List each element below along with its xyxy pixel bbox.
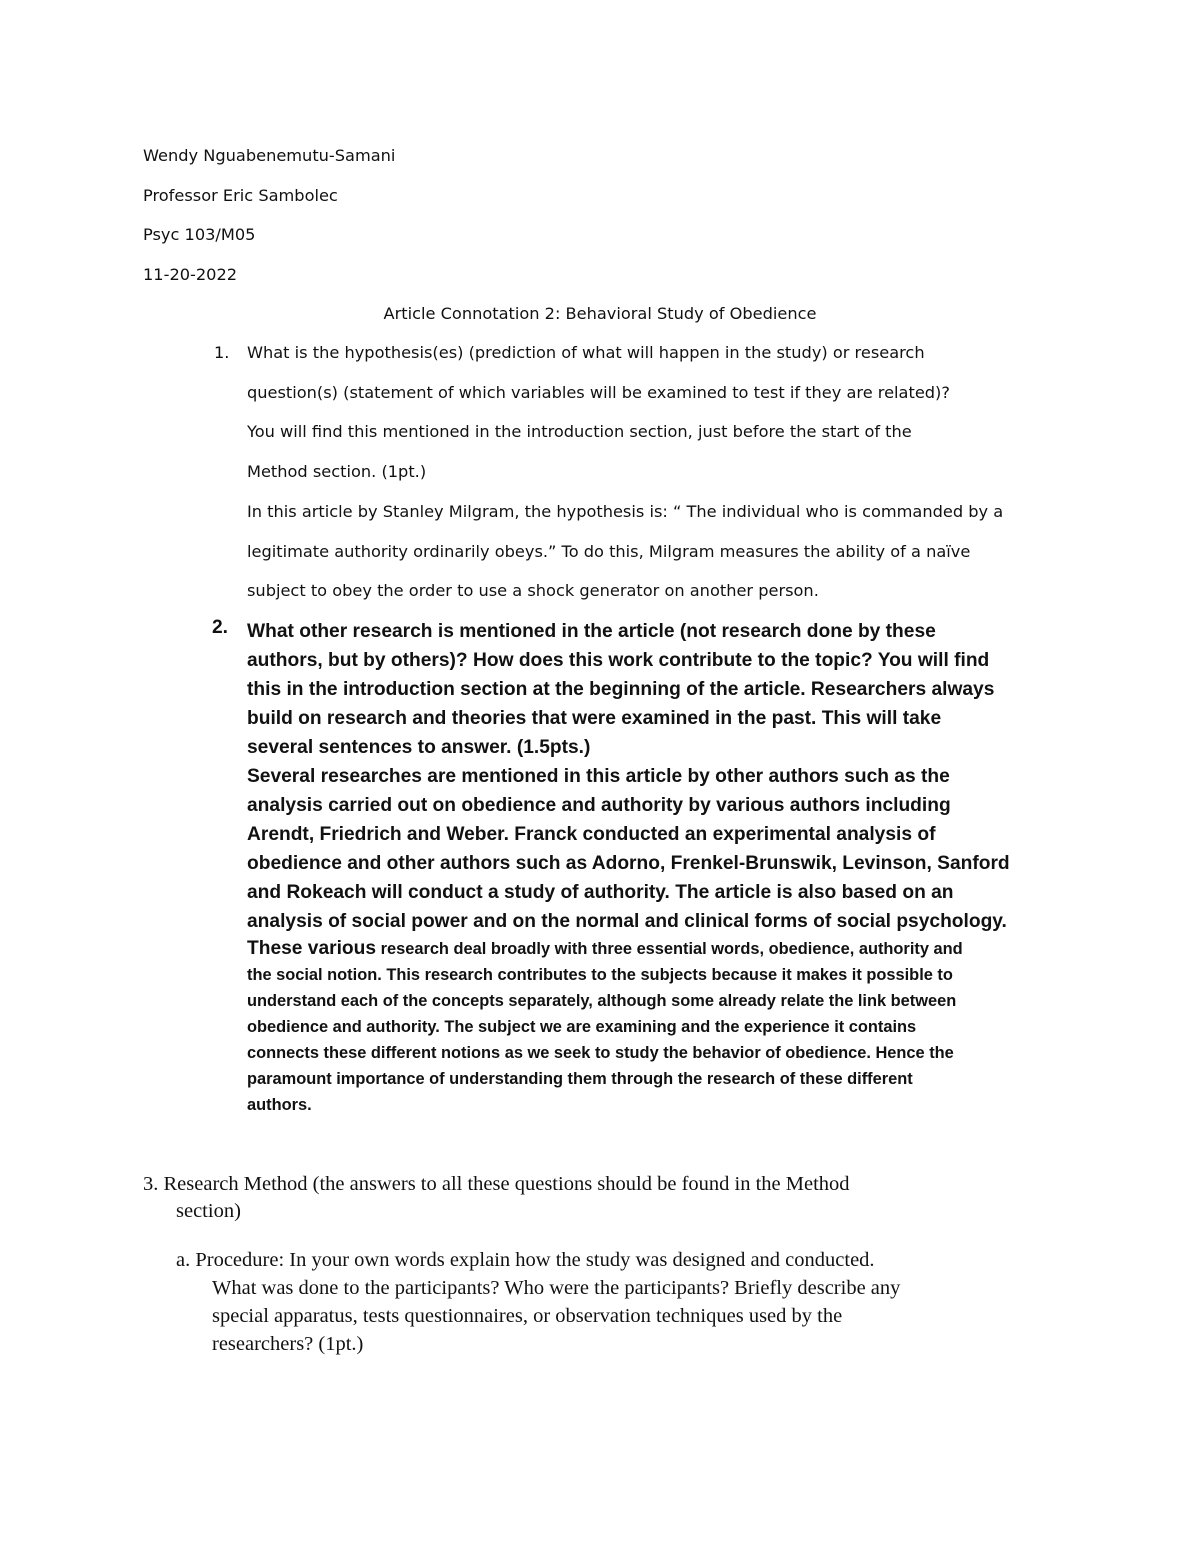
q2-answer-line: and Rokeach will conduct a study of authority. The article is also based on an: [247, 882, 954, 903]
q2-question-line: What other research is mentioned in the article (not research done by these: [247, 621, 936, 642]
q2-answer-line: analysis carried out on obedience and authority by various authors including: [247, 795, 951, 816]
q3-heading-continued: section): [176, 1200, 241, 1222]
q2-answer-mixed-large: These various: [247, 938, 377, 959]
course-code: Psyc 103/M05: [143, 225, 256, 244]
q3a-line: researchers? (1pt.): [212, 1333, 364, 1355]
q2-answer-mixed-small: research deal broadly with three essential words, obedience, authority and: [376, 940, 963, 958]
q3-heading: 3. Research Method (the answers to all these questions should be found in the Method: [143, 1173, 850, 1195]
q2-block: [247, 617, 1067, 1118]
q1-question-line: Method section. (1pt.): [247, 462, 427, 481]
q1-question-line: You will find this mentioned in the introduction section, just before the start of the: [247, 422, 912, 441]
q2-answer-line-small: connects these different notions as we seek to study the behavior of obedience. Hence the: [247, 1044, 954, 1062]
q1-question-line: question(s) (statement of which variables will be examined to test if they are related)?: [247, 383, 950, 402]
author-name: Wendy Nguabenemutu-Samani: [143, 146, 396, 165]
q2-answer-line-small: obedience and authority. The subject we are examining and the experience it contains: [247, 1018, 917, 1036]
q2-question-line: this in the introduction section at the beginning of the article. Researchers always: [247, 679, 995, 700]
q2-answer-line-small: paramount importance of understanding them through the research of these different: [247, 1070, 913, 1088]
q3a-line: a. Procedure: In your own words explain how the study was designed and conducted.: [176, 1249, 875, 1271]
q3a-line: special apparatus, tests questionnaires, or observation techniques used by the: [212, 1305, 843, 1327]
q1-answer-line: In this article by Stanley Milgram, the hypothesis is: “ The individual who is commanded by a: [247, 502, 1004, 521]
q2-answer-line-small: understand each of the concepts separately, although some already relate the link between: [247, 992, 957, 1010]
q2-answer-line-small: the social notion. This research contributes to the subjects because it makes it possible to: [247, 966, 953, 984]
document-title: Article Connotation 2: Behavioral Study of Obedience: [383, 304, 817, 323]
q2-answer-line: obedience and other authors such as Adorno, Frenkel-Brunswik, Levinson, Sanford: [247, 853, 1010, 874]
professor-name: Professor Eric Sambolec: [143, 186, 338, 205]
date: 11-20-2022: [143, 265, 238, 284]
q1-number: 1.: [214, 343, 230, 362]
q3a-line: What was done to the participants? Who were the participants? Briefly describe any: [212, 1277, 901, 1299]
q1-answer-line: subject to obey the order to use a shock generator on another person.: [247, 581, 819, 600]
q2-answer-mixed-line: [247, 936, 1067, 962]
q2-answer-line: Arendt, Friedrich and Weber. Franck conducted an experimental analysis of: [247, 824, 936, 845]
q1-question-line: What is the hypothesis(es) (prediction of what will happen in the study) or research: [247, 343, 925, 362]
q2-number: 2.: [212, 617, 229, 638]
q2-question-line: build on research and theories that were examined in the past. This will take: [247, 708, 942, 729]
q2-answer-line-small: authors.: [247, 1096, 312, 1114]
q2-question-line: authors, but by others)? How does this work contribute to the topic? You will find: [247, 650, 990, 671]
q1-answer-line: legitimate authority ordinarily obeys.” To do this, Milgram measures the ability of a naïve: [247, 542, 971, 561]
q2-answer-line: Several researches are mentioned in this article by other authors such as the: [247, 766, 950, 787]
q2-answer-line: analysis of social power and on the normal and clinical forms of social psychology.: [247, 911, 1007, 932]
q2-question-line: several sentences to answer. (1.5pts.): [247, 737, 591, 758]
